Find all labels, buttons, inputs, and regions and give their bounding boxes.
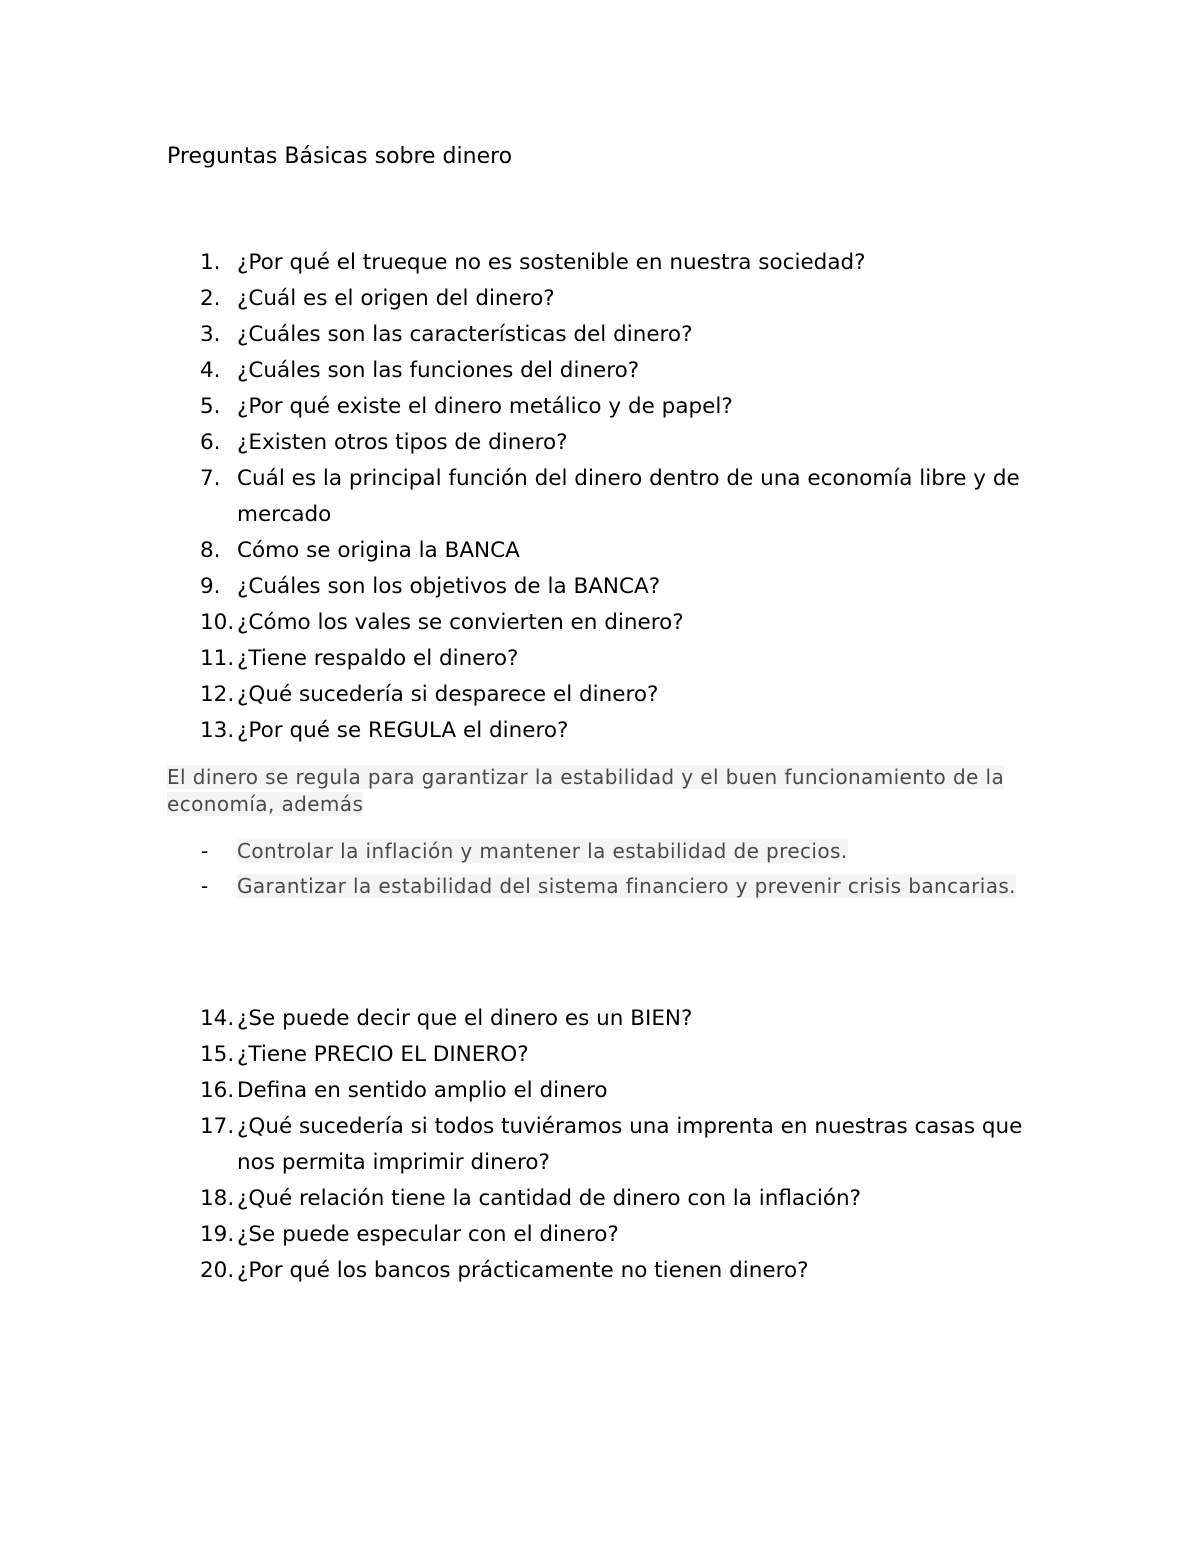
question-number: 17. <box>200 1114 235 1139</box>
question-number: 3. <box>200 322 221 347</box>
question-item <box>167 317 1027 353</box>
question-text: ¿Cuál es el origen del dinero? <box>237 286 555 311</box>
question-text: ¿Por qué los bancos prácticamente no tienen dinero? <box>237 1258 809 1283</box>
question-item <box>167 389 1027 425</box>
question-number: 12. <box>200 682 235 707</box>
question-text: ¿Qué sucedería si desparece el dinero? <box>237 682 659 707</box>
bullet-text: Garantizar la estabilidad del sistema financiero y prevenir crisis bancarias. <box>237 874 1016 898</box>
question-item <box>167 1181 1027 1217</box>
question-text: ¿Cuáles son las funciones del dinero? <box>237 358 640 383</box>
answer-paragraph <box>167 764 1027 818</box>
question-item <box>167 1253 1027 1289</box>
question-number: 14. <box>200 1006 235 1031</box>
question-number: 9. <box>200 574 221 599</box>
question-text: Defina en sentido amplio el dinero <box>237 1078 608 1103</box>
question-item <box>167 1001 1027 1037</box>
question-item <box>167 425 1027 461</box>
question-number: 20. <box>200 1258 235 1283</box>
question-item <box>167 245 1027 281</box>
question-text: ¿Cómo los vales se convierten en dinero? <box>237 610 684 635</box>
question-text: ¿Qué relación tiene la cantidad de dinero con la inflación? <box>237 1186 862 1211</box>
question-item <box>167 713 1027 749</box>
question-text: Cómo se origina la BANCA <box>237 538 520 563</box>
question-text: ¿Se puede decir que el dinero es un BIEN? <box>237 1006 693 1031</box>
question-number: 18. <box>200 1186 235 1211</box>
question-item <box>167 1217 1027 1253</box>
question-text: ¿Tiene PRECIO EL DINERO? <box>237 1042 529 1067</box>
bullet-item <box>167 838 1027 865</box>
question-number: 6. <box>200 430 221 455</box>
question-item <box>167 353 1027 389</box>
question-number: 19. <box>200 1222 235 1247</box>
question-text: Cuál es la principal función del dinero dentro de una economía libre y de mercado <box>237 466 1020 527</box>
question-number: 4. <box>200 358 221 383</box>
question-text: ¿Existen otros tipos de dinero? <box>237 430 568 455</box>
bullet-dash: - <box>201 874 209 898</box>
question-text: ¿Por qué existe el dinero metálico y de papel? <box>237 394 733 419</box>
question-item <box>167 1109 1027 1181</box>
question-text: ¿Tiene respaldo el dinero? <box>237 646 519 671</box>
question-item <box>167 1073 1027 1109</box>
answer-bullet-list <box>167 838 1027 908</box>
question-item <box>167 641 1027 677</box>
answer-intro-text: El dinero se regula para garantizar la estabilidad y el buen funcionamiento de la economía, además <box>167 765 1005 816</box>
question-number: 7. <box>200 466 221 491</box>
document-title: Preguntas Básicas sobre dinero <box>167 144 513 169</box>
question-item <box>167 533 1027 569</box>
question-item <box>167 677 1027 713</box>
question-text: ¿Por qué el trueque no es sostenible en nuestra sociedad? <box>237 250 866 275</box>
question-number: 2. <box>200 286 221 311</box>
question-item <box>167 569 1027 605</box>
question-item <box>167 605 1027 641</box>
question-list-part-1 <box>167 245 1027 749</box>
question-number: 1. <box>200 250 221 275</box>
question-number: 8. <box>200 538 221 563</box>
question-text: ¿Qué sucedería si todos tuviéramos una imprenta en nuestras casas que nos permita imprimir dinero? <box>237 1114 1023 1175</box>
question-text: ¿Se puede especular con el dinero? <box>237 1222 619 1247</box>
bullet-dash: - <box>201 839 209 863</box>
question-text: ¿Por qué se REGULA el dinero? <box>237 718 569 743</box>
question-list-part-2 <box>167 1001 1027 1289</box>
bullet-item <box>167 873 1027 900</box>
bullet-text: Controlar la inflación y mantener la estabilidad de precios. <box>237 839 848 863</box>
question-number: 15. <box>200 1042 235 1067</box>
question-item <box>167 281 1027 317</box>
question-number: 13. <box>200 718 235 743</box>
question-number: 11. <box>200 646 235 671</box>
question-number: 16. <box>200 1078 235 1103</box>
question-text: ¿Cuáles son los objetivos de la BANCA? <box>237 574 661 599</box>
question-number: 5. <box>200 394 221 419</box>
question-item <box>167 1037 1027 1073</box>
question-text: ¿Cuáles son las características del dinero? <box>237 322 693 347</box>
question-number: 10. <box>200 610 235 635</box>
question-item <box>167 461 1027 533</box>
